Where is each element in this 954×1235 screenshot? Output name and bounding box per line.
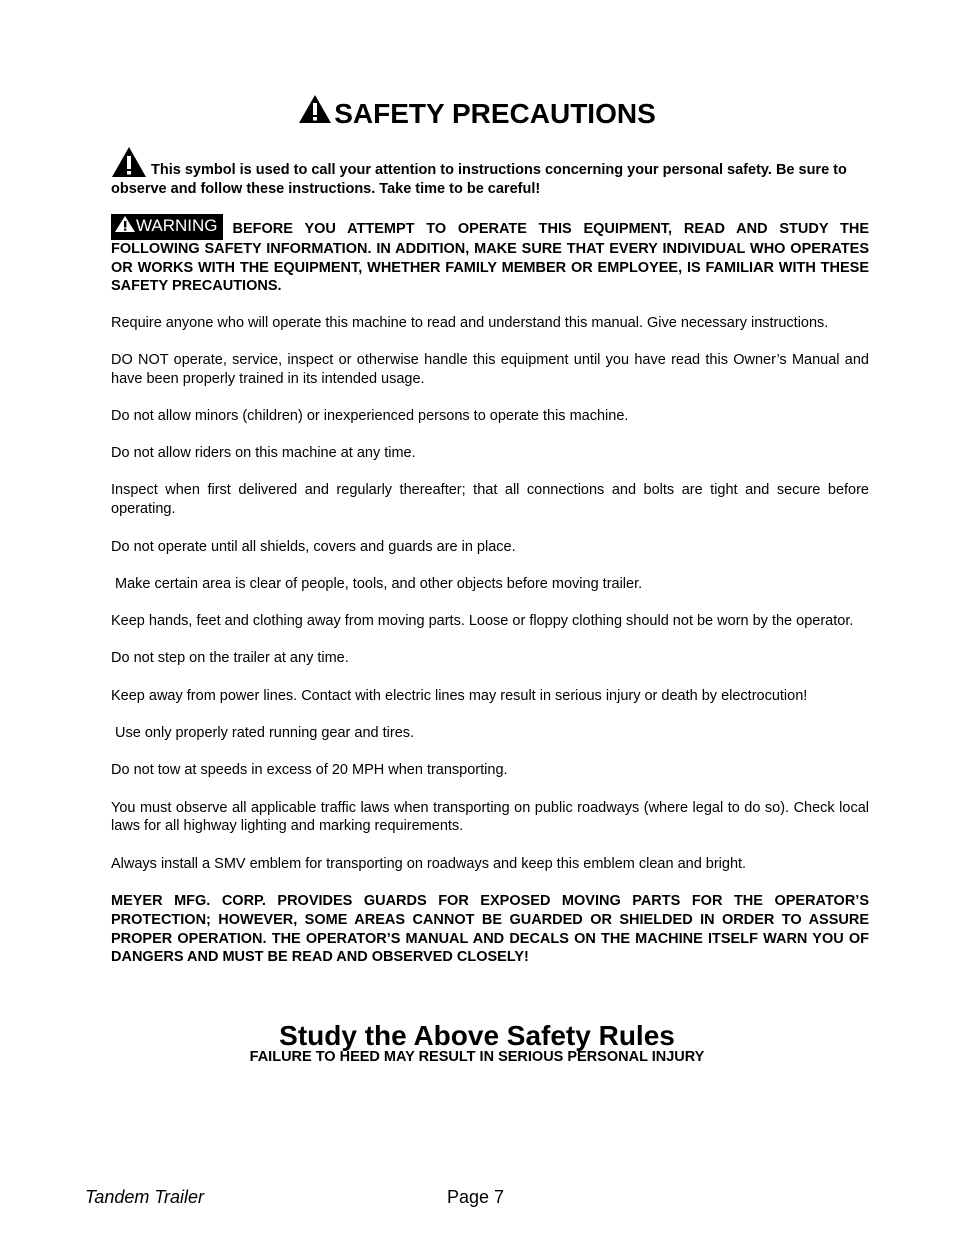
warning-triangle-icon — [114, 215, 136, 233]
page-title: SAFETY PRECAUTIONS — [334, 98, 656, 129]
footer-page-number: Page 7 — [447, 1187, 505, 1207]
safety-rule: Do not allow minors (children) or inexperienced persons to operate this machine. — [111, 407, 629, 424]
warning-badge — [111, 214, 223, 240]
safety-rule: Require anyone who will operate this machine to read and understand this manual. Give necessary instructions. — [111, 314, 829, 331]
footer-document-name: Tandem Trailer — [85, 1187, 205, 1207]
safety-rule: Do not step on the trailer at any time. — [111, 650, 349, 667]
study-subtitle: FAILURE TO HEED MAY RESULT IN SERIOUS PERSONAL INJURY — [249, 1049, 705, 1065]
safety-rule: Always install a SMV emblem for transporting on roadways and keep this emblem clean and bright. — [111, 855, 747, 872]
study-rules-section — [0, 1020, 954, 1066]
warning-badge-label: WARNING — [136, 216, 218, 235]
safety-rule: Do not allow riders on this machine at any time. — [111, 445, 416, 462]
intro-text: This symbol is used to call your attention to instructions concerning your personal safety. Be sure to observe and follow these instructions. Take time to be careful! — [111, 162, 847, 197]
page-title-row — [0, 94, 954, 132]
safety-rule: Do not tow at speeds in excess of 20 MPH when transporting. — [111, 762, 508, 779]
intro-paragraph — [111, 146, 869, 198]
warning-paragraph — [111, 214, 869, 296]
safety-content — [111, 146, 869, 982]
guards-notice: MEYER MFG. CORP. PROVIDES GUARDS FOR EXPOSED MOVING PARTS FOR THE OPERATOR’S PROTECTION; HOWEVER, SOME AREAS CANNOT BE GUARDED OR SHIELDED IN ORDER TO ASSURE PROPER OPERATION. THE OPERATOR’S MANUAL AND DECALS ON THE MACHINE ITSELF WARN YOU OF DANGERS AND MUST BE READ AND OBSERVED CLOSELY! — [111, 893, 869, 966]
safety-rule: Keep away from power lines. Contact with electric lines may result in serious injury or death by electrocution! — [111, 687, 808, 704]
warning-triangle-icon — [111, 146, 147, 178]
safety-rule: Use only properly rated running gear and tires. — [111, 725, 415, 742]
safety-rule: You must observe all applicable traffic laws when transporting on public roadways (where legal to do so). Check local laws for all highway lighting and marking requirements. — [111, 799, 869, 835]
safety-rule: Do not operate until all shields, covers and guards are in place. — [111, 538, 516, 555]
warning-triangle-icon — [298, 94, 332, 124]
study-title: Study the Above Safety Rules — [279, 1020, 675, 1051]
safety-rule: DO NOT operate, service, inspect or otherwise handle this equipment until you have read this Owner’s Manual and have been properly trained in its intended usage. — [111, 351, 869, 387]
warning-text: BEFORE YOU ATTEMPT TO OPERATE THIS EQUIPMENT, READ AND STUDY THE FOLLOWING SAFETY INFORMATION. IN ADDITION, MAKE SURE THAT EVERY INDIVIDUAL WHO OPERATES OR WORKS WITH THE EQUIPMENT, WHETHER FAMILY MEMBER OR EMPLOYEE, IS FAMILIAR WITH THESE SAFETY PRECAUTIONS. — [111, 221, 869, 294]
safety-rules-list — [111, 314, 869, 874]
safety-rule: Make certain area is clear of people, tools, and other objects before moving trailer. — [111, 575, 643, 592]
safety-rule: Inspect when first delivered and regularly thereafter; that all connections and bolts are tight and secure before operating. — [111, 482, 869, 518]
safety-rule: Keep hands, feet and clothing away from moving parts. Loose or floppy clothing should not be worn by the operator. — [111, 613, 854, 630]
